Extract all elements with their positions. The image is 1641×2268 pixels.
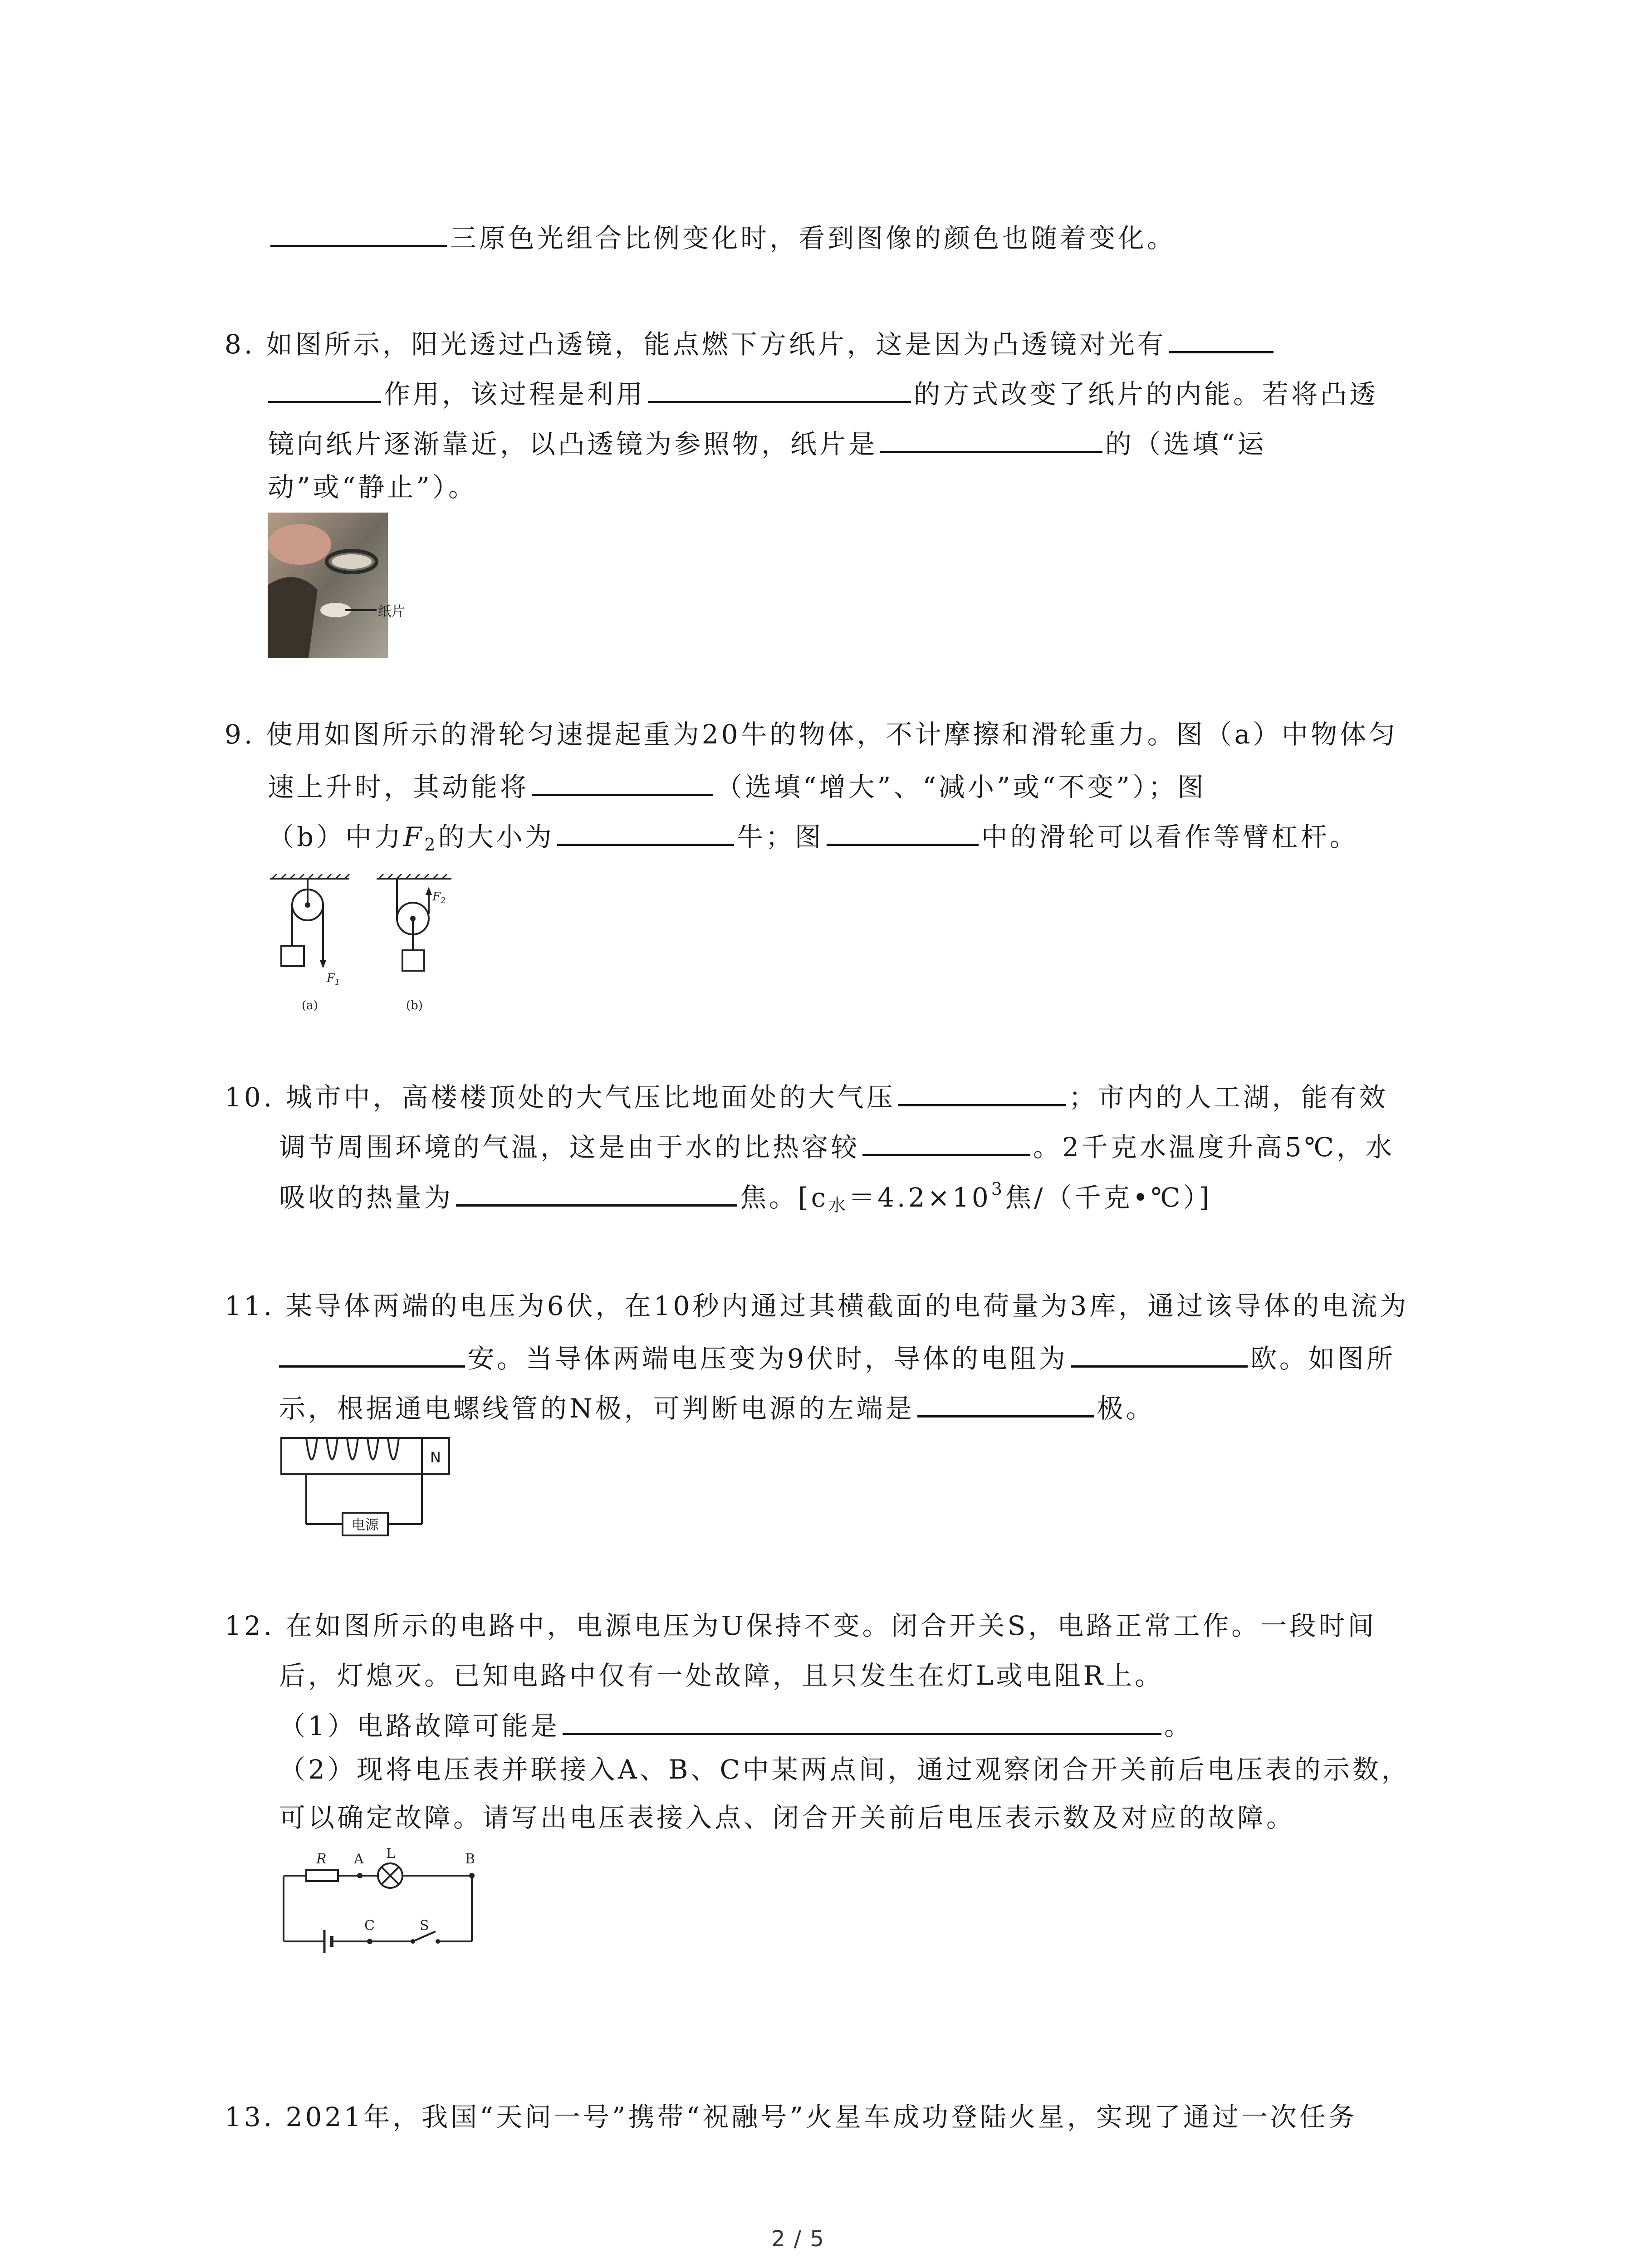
- q11-text-3a: 示，根据通电螺线管的N极，可判断电源的左端是: [279, 1393, 915, 1424]
- lens-label: 纸片: [378, 604, 405, 620]
- q9-text-3d: 中的滑轮可以看作等臂杠杆。: [981, 821, 1359, 852]
- q8-line-4: [268, 472, 477, 503]
- q13-line-1: [225, 2104, 1357, 2130]
- q10-text-2a: 调节周围环境的气温，这是由于水的比热容较: [279, 1132, 860, 1163]
- q8-text-3b: 的（选填“运: [1105, 429, 1267, 459]
- force-symbol: F: [403, 821, 425, 852]
- force-subscript: 2: [424, 835, 438, 855]
- answer-blank[interactable]: [1071, 1342, 1248, 1368]
- pulley-diagram: [265, 873, 465, 1018]
- power-superscript: 3: [991, 1179, 1005, 1199]
- q9-text-3a: （b）中力: [268, 821, 404, 852]
- force-f1-label: F: [327, 972, 335, 985]
- q8-line-3: [268, 427, 1267, 457]
- point-c-label: C: [364, 1918, 375, 1934]
- q8-text-1: 8. 如图所示，阳光透过凸透镜，能点燃下方纸片，这是因为凸透镜对光有: [225, 329, 1166, 360]
- q12-line-4: [279, 1756, 1411, 1783]
- water-subscript: 水: [828, 1195, 849, 1215]
- answer-blank[interactable]: [279, 1342, 465, 1368]
- force-f2-subscript: 2: [441, 896, 446, 905]
- resistor-label: R: [316, 1851, 327, 1867]
- q8-text-2b: 的方式改变了纸片的内能。若将凸透: [914, 379, 1379, 410]
- point-b-label: B: [465, 1851, 475, 1867]
- q9-text-2b: （选填“增大”、“减小”或“不变”）；图: [716, 772, 1206, 802]
- q8-text-3a: 镜向纸片逐渐靠近，以凸透镜为参照物，纸片是: [268, 429, 878, 459]
- q11-line-3: [279, 1392, 1155, 1422]
- answer-blank[interactable]: [270, 221, 447, 247]
- answer-blank[interactable]: [456, 1181, 737, 1207]
- q10-text-2b: 。2千克水温度升高5℃，水: [1033, 1132, 1395, 1163]
- q10-text-3a: 吸收的热量为: [279, 1182, 454, 1213]
- q10-text-1a: 10. 城市中，高楼楼顶处的大气压比地面处的大气压: [225, 1082, 896, 1113]
- q13-text-1: 13. 2021年，我国“天问一号”携带“祝融号”火星车成功登陆火星，实现了通过一次任务: [225, 2102, 1357, 2132]
- q10-text-3d: 焦/（千克•℃）]: [1004, 1182, 1212, 1213]
- q7-text: 三原色光组合比例变化时，看到图像的颜色也随着变化。: [450, 223, 1176, 254]
- q9-line-1: [225, 721, 1398, 748]
- q9-text-3b: 的大小为: [438, 821, 554, 852]
- force-f1-subscript: 1: [335, 978, 340, 987]
- answer-blank[interactable]: [532, 770, 713, 796]
- solenoid-diagram: [279, 1433, 460, 1551]
- page-number: 2 / 5: [771, 2226, 825, 2252]
- point-a-label: A: [354, 1851, 364, 1867]
- answer-blank[interactable]: [648, 377, 911, 403]
- q12-line-2: [279, 1662, 1164, 1689]
- q12-line-3: [279, 1709, 1193, 1739]
- circuit-diagram: [279, 1842, 488, 1955]
- q10-line-1: [225, 1080, 1388, 1113]
- q8-line-1: [225, 327, 1276, 360]
- answer-blank[interactable]: [862, 1130, 1030, 1156]
- q12-text-3a: （1）电路故障可能是: [279, 1711, 560, 1741]
- answer-blank[interactable]: [563, 1709, 1161, 1735]
- q8-text-4: 动”或“静止”）。: [268, 472, 477, 503]
- q8-line-2: [268, 377, 1379, 410]
- north-pole-label: N: [430, 1449, 441, 1466]
- q8-text-2a: 作用，该过程是利用: [384, 379, 646, 410]
- q11-text-2b: 欧。如图所: [1250, 1343, 1396, 1374]
- q11-line-2: [279, 1342, 1396, 1372]
- lens-paper-photo: [268, 513, 408, 658]
- q10-text-3b: 焦。[c: [740, 1182, 829, 1213]
- answer-blank[interactable]: [1169, 327, 1274, 353]
- q10-text-3c: ＝4.2×10: [848, 1182, 991, 1213]
- answer-blank[interactable]: [917, 1392, 1094, 1418]
- q12-text-2: 后，灯熄灭。已知电路中仅有一处故障，且只发生在灯L或电阻R上。: [279, 1660, 1164, 1691]
- answer-blank[interactable]: [557, 820, 734, 846]
- answer-blank[interactable]: [898, 1080, 1066, 1106]
- power-source-label: 电源: [352, 1517, 379, 1533]
- q12-line-1: [225, 1610, 1377, 1641]
- svg-text:F1: [326, 972, 340, 987]
- q12-line-5: [279, 1804, 1295, 1831]
- lamp-label: L: [386, 1846, 395, 1862]
- pulley-a-label: (a): [302, 999, 318, 1012]
- q10-line-3: [279, 1180, 1212, 1214]
- answer-blank[interactable]: [827, 820, 979, 846]
- q12-text-5: 可以确定故障。请写出电压表接入点、闭合开关前后电压表示数及对应的故障。: [279, 1802, 1296, 1833]
- q11-text-2a: 安。当导体两端电压变为9伏时，导体的电阻为: [468, 1343, 1068, 1374]
- q7-tail-line: [268, 221, 1176, 254]
- q12-text-3b: 。: [1164, 1711, 1193, 1741]
- q9-line-3: [268, 820, 1359, 853]
- force-f2-label: F: [432, 890, 441, 904]
- q9-text-1: 9. 使用如图所示的滑轮匀速提起重为20牛的物体，不计摩擦和滑轮重力。图（a）中物体匀: [225, 719, 1398, 750]
- q12-text-4: （2）现将电压表并联接入A、B、C中某两点间，通过观察闭合开关前后电压表的示数，: [279, 1754, 1411, 1785]
- q10-text-1b: ；市内的人工湖，能有效: [1068, 1082, 1388, 1113]
- svg-text:F2: [432, 890, 446, 905]
- q11-text-1: 11. 某导体两端的电压为6伏，在10秒内通过其横截面的电荷量为3库，通过该导体的电流为: [225, 1290, 1409, 1321]
- q10-line-2: [279, 1130, 1395, 1163]
- q9-text-3c: 牛；图: [736, 821, 824, 852]
- answer-blank[interactable]: [268, 377, 381, 403]
- q11-line-1: [225, 1290, 1409, 1321]
- switch-label: S: [420, 1918, 429, 1934]
- answer-blank[interactable]: [880, 427, 1102, 453]
- pulley-b-label: (b): [406, 999, 423, 1012]
- q11-text-3b: 极。: [1097, 1393, 1155, 1424]
- q9-line-2: [268, 770, 1206, 800]
- q12-text-1: 12. 在如图所示的电路中，电源电压为U保持不变。闭合开关S，电路正常工作。一段时间: [225, 1610, 1377, 1641]
- q9-text-2a: 速上升时，其动能将: [268, 772, 529, 802]
